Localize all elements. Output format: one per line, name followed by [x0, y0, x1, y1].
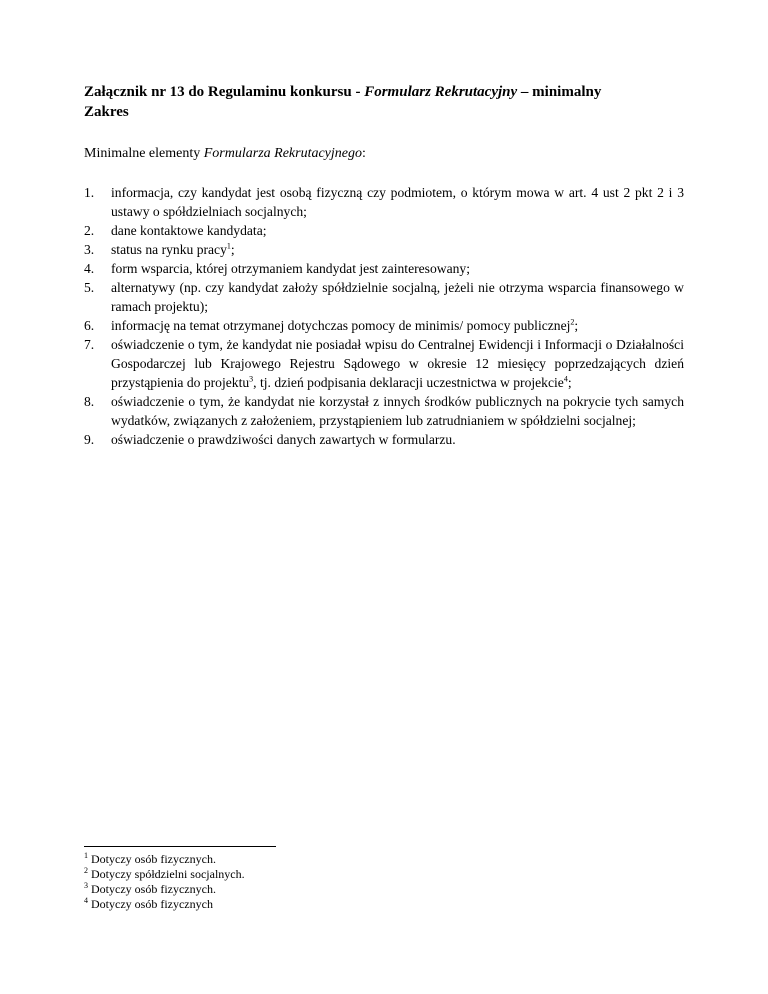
title-part2: – minimalny Zakres	[84, 84, 602, 120]
list-item-number: 8.	[84, 394, 95, 409]
footnote-ref[interactable]: 4	[563, 374, 568, 384]
footnote-ref[interactable]: 1	[226, 241, 231, 251]
list-item-number: 6.	[84, 318, 95, 333]
list-item-text: oświadczenie o prawdziwości danych zawartych w formularzu.	[111, 432, 456, 447]
list-item	[84, 430, 684, 449]
list-item-text: alternatywy (np. czy kandydat założy spółdzielnie socjalną, jeżeli nie otrzyma wsparcia finansowego w ramach projektu);	[111, 280, 684, 314]
list-item	[84, 183, 684, 221]
footnote-ref[interactable]: 3	[249, 374, 254, 384]
footnote-number: 4	[84, 896, 88, 905]
footnote	[84, 897, 484, 912]
footnote-number: 1	[84, 851, 88, 860]
list-item-text-end: ;	[574, 318, 579, 333]
list-item-number: 1.	[84, 185, 95, 200]
list-item-text: informację na temat otrzymanej dotychczas pomocy de minimis/ pomocy publicznej	[111, 318, 571, 333]
list-item-text: form wsparcia, której otrzymaniem kandydat jest zainteresowany;	[111, 261, 470, 276]
footnote-text: Dotyczy osób fizycznych.	[88, 882, 216, 896]
list-item-text: status na rynku pracy	[111, 242, 227, 257]
list-item-text-end: ;	[567, 375, 572, 390]
list-item	[84, 221, 684, 240]
list-item-text-mid: , tj. dzień podpisania deklaracji uczestnictwa w projekcie	[253, 375, 564, 390]
list-item-number: 7.	[84, 337, 95, 352]
list-item	[84, 278, 684, 316]
document-title	[84, 82, 644, 122]
list-item-text: oświadczenie o tym, że kandydat nie posiadał wpisu do Centralnej Ewidencji i Informacji o Działalności Gospodarczej lub Krajowego Rejestru Sądowego w okresie 12 miesięcy poprzedzających dzień przystąpienia do projektu	[111, 337, 684, 390]
list-item-number: 4.	[84, 261, 95, 276]
list-item-number: 5.	[84, 280, 95, 295]
intro-italic: Formularza Rekrutacyjnego	[203, 146, 362, 161]
footnote	[84, 867, 484, 882]
footnote-text: Dotyczy spółdzielni socjalnych.	[88, 867, 245, 881]
footnote-number: 3	[84, 881, 88, 890]
footnote	[84, 882, 484, 897]
footnote-number: 2	[84, 866, 88, 875]
list-item-text: oświadczenie o tym, że kandydat nie korzystał z innych środków publicznych na pokrycie tych samych wydatków, związanych z założeniem, przystąpieniem lub zatrudnianiem w spółdzielni socjalnej;	[111, 394, 684, 428]
title-part1: Załącznik nr 13 do Regulaminu konkursu -	[84, 84, 365, 100]
intro-part2: :	[362, 146, 366, 161]
intro-part1: Minimalne elementy	[84, 146, 204, 161]
list-item-number: 2.	[84, 223, 95, 238]
footnote	[84, 852, 484, 867]
list-item	[84, 392, 684, 430]
footnote-ref[interactable]: 2	[570, 317, 575, 327]
footnote-separator	[84, 846, 276, 847]
list-item	[84, 259, 684, 278]
title-italic: Formularz Rekrutacyjny	[364, 84, 518, 100]
list-item	[84, 240, 684, 259]
footnote-text: Dotyczy osób fizycznych.	[88, 852, 216, 866]
footnotes	[84, 852, 484, 912]
list-item	[84, 316, 684, 335]
intro-text	[84, 144, 684, 164]
footnote-text: Dotyczy osób fizycznych	[88, 897, 213, 911]
list-item-number: 3.	[84, 242, 95, 257]
list-item-number: 9.	[84, 432, 95, 447]
list-item-text-end: ;	[230, 242, 235, 257]
list-item	[84, 335, 684, 392]
requirements-list	[84, 183, 684, 449]
list-item-text: dane kontaktowe kandydata;	[111, 223, 267, 238]
document-page	[84, 82, 684, 449]
list-item-text: informacja, czy kandydat jest osobą fizyczną czy podmiotem, o którym mowa w art. 4 ust 2 pkt 2 i 3 ustawy o spółdzielniach socjalnych;	[111, 185, 684, 219]
